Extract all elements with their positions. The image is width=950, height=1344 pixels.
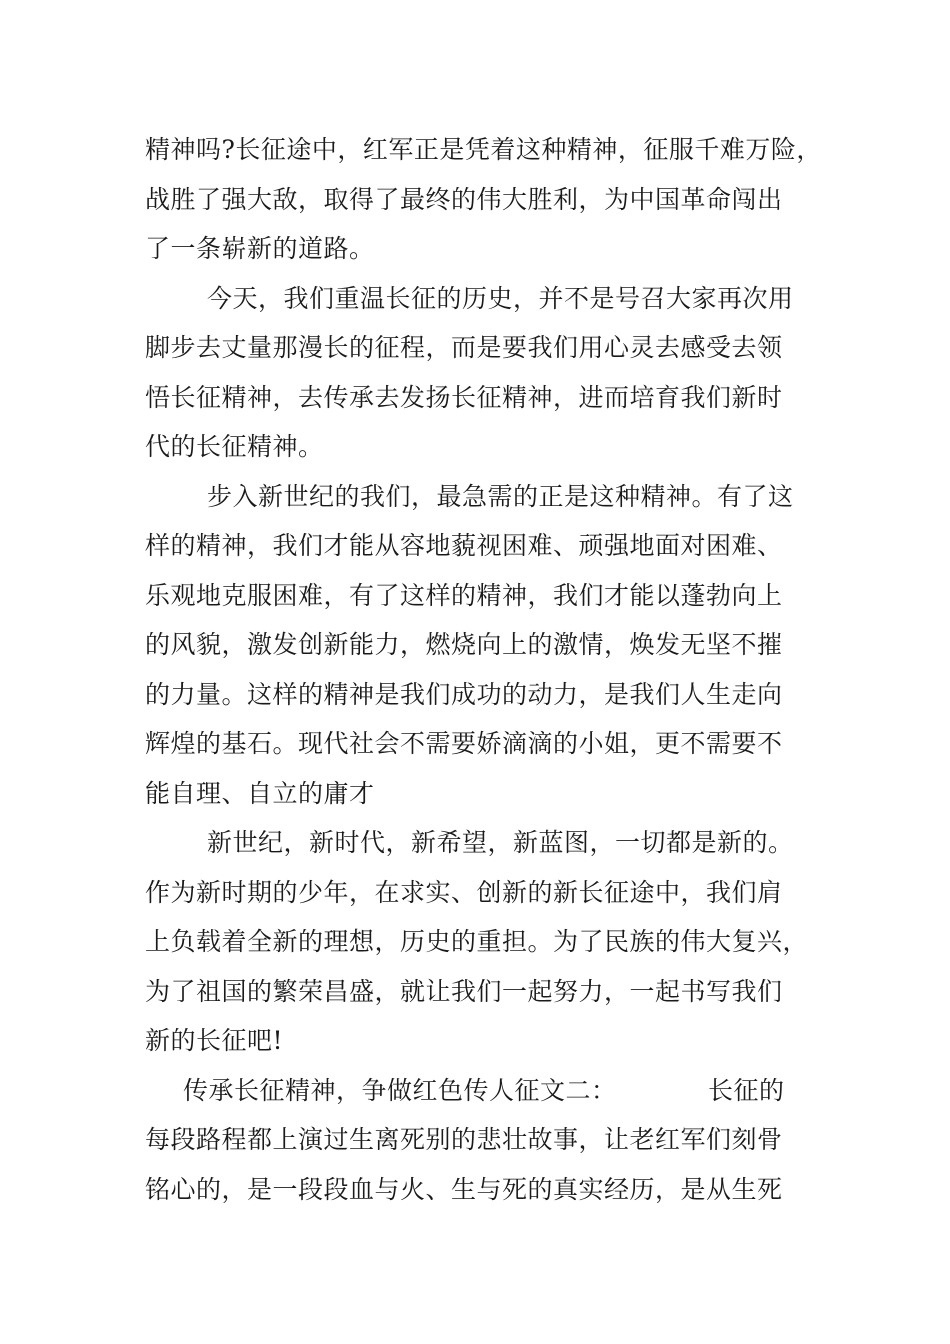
text-line: 新的长征吧! (145, 1026, 284, 1055)
text-line: 精神吗?长征途中，红军正是凭着这种精神，征服千难万险， (145, 135, 822, 164)
text-line: 战胜了强大敌，取得了最终的伟大胜利，为中国革命闯出 (145, 184, 783, 214)
text-line: 铭心的，是一段段血与火、生与死的真实经历，是从生死 (145, 1174, 783, 1204)
text-line: 代的长征精神。 (145, 432, 324, 461)
text-line: 为了祖国的繁荣昌盛，就让我们一起努力，一起书写我们 (145, 976, 783, 1006)
text-line: 的力量。这样的精神是我们成功的动力，是我们人生走向 (145, 679, 783, 709)
text-line: 悟长征精神，去传承去发扬长征精神，进而培育我们新时 (145, 382, 783, 412)
text-line: 样的精神，我们才能从容地藐视困难、顽强地面对困难、 (145, 531, 783, 560)
text-line: 作为新时期的少年，在求实、创新的新长征途中，我们肩 (145, 877, 783, 907)
text-line: 乐观地克服困难，有了这样的精神，我们才能以蓬勃向上 (145, 580, 783, 610)
essay-body (145, 125, 825, 1214)
paragraph-start-line: 步入新世纪的我们，最急需的正是这种精神。有了这 (207, 481, 794, 511)
text-line: 能自理、自立的庸才 (145, 778, 375, 808)
section-heading-tail: 长征的 (708, 1075, 785, 1105)
text-line: 每段路程都上演过生离死别的悲壮故事，让老红军们刻骨 (145, 1125, 783, 1154)
paragraph-start-line: 今天，我们重温长征的历史，并不是号召大家再次用 (207, 283, 794, 313)
section-heading-line (145, 1066, 825, 1116)
section-heading: 传承长征精神，争做红色传人征文二： (183, 1075, 617, 1105)
text-line: 了一条崭新的道路。 (145, 234, 375, 263)
paragraph-start-line: 新世纪，新时代，新希望，新蓝图，一切都是新的。 (207, 828, 794, 857)
text-line: 的风貌，激发创新能力，燃烧向上的激情，焕发无坚不摧 (145, 630, 783, 659)
text-line: 上负载着全新的理想，历史的重担。为了民族的伟大复兴， (145, 927, 809, 956)
text-line: 辉煌的基石。现代社会不需要娇滴滴的小姐，更不需要不 (145, 729, 783, 758)
text-line: 脚步去丈量那漫长的征程，而是要我们用心灵去感受去领 (145, 333, 783, 362)
